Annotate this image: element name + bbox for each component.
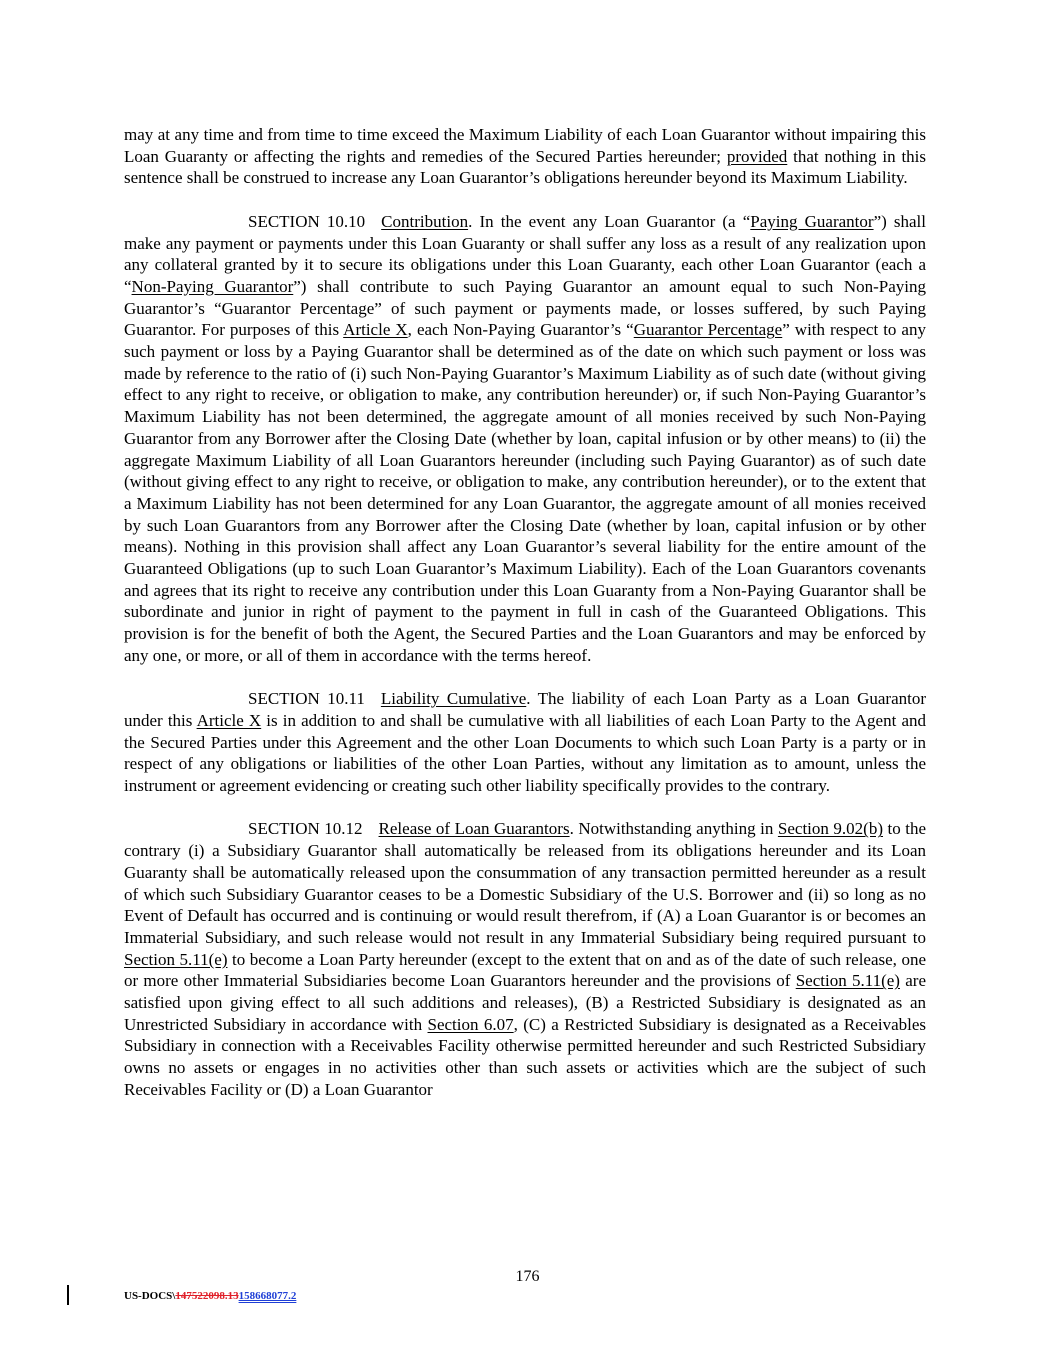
page-number: 176 <box>515 1268 540 1285</box>
text-run: . The liability of each Loan Party as a Loan Guarantor under this <box>124 689 926 730</box>
document-body <box>124 124 926 1101</box>
section-number: SECTION 10.10 <box>248 211 366 231</box>
text-run: . Notwithstanding anything in <box>569 819 778 839</box>
doc-id-inserted: 158668077.2 <box>238 1290 297 1302</box>
text-run: is in addition to and shall be cumulative with all liabilities of each Loan Party to the Agent and the Secured Parties under this Agreement and the other Loan Documents to which such Loan Party is a party or in respect of any obligations or liabilities of the other Loan Parties, without any limitation as to amount, unless the instrument or agreement evidencing or creating such other liability specifically provides to the contrary. <box>124 710 926 796</box>
section-10-12-paragraph <box>124 818 926 1100</box>
text-run: ”) shall make any payment or payments under this Loan Guaranty or shall suffer any loss as a result of any realization upon any collateral granted by it to secure its obligations under this Loan Guaranty, each other Loan Guarantor (each a “ <box>124 211 927 296</box>
article-x-reference: Article X <box>343 320 408 340</box>
text-run: to become a Loan Party hereunder (except to the extent that on and as of the date of such release, one or more other Immaterial Subsidiaries become Loan Guarantors hereunder and the provisions of <box>124 949 926 991</box>
doc-id-deleted: 147522098.13 <box>175 1290 239 1302</box>
continuation-paragraph <box>124 124 926 189</box>
text-run: may at any time and from time to time exceed the Maximum Liability of each Loan Guarantor without impairing this Loan Guaranty or affecting the rights and remedies of the Secured Parties hereunder; <box>124 125 926 166</box>
section-number: SECTION 10.12 <box>248 819 363 839</box>
revision-change-bar <box>67 1285 69 1305</box>
document-id <box>124 1290 296 1302</box>
section-9-02b-reference: Section 9.02(b) <box>777 819 883 839</box>
section-6-07-reference: Section 6.07 <box>427 1014 514 1034</box>
section-title: Release of Loan Guarantors <box>378 819 570 839</box>
defined-term-provided: provided <box>726 146 788 166</box>
defined-term-non-paying-guarantor: Non-Paying Guarantor <box>131 276 294 296</box>
text-run: . In the event any Loan Guarantor (a “ <box>468 211 751 231</box>
text-run: that nothing in this sentence shall be construed to increase any Loan Guarantor’s obligations hereunder beyond its Maximum Liability. <box>124 146 927 188</box>
section-10-11-paragraph <box>124 688 926 797</box>
doc-id-prefix: US-DOCS\ <box>124 1290 176 1302</box>
section-5-11e-reference: Section 5.11(e) <box>124 949 228 969</box>
section-title: Liability Cumulative <box>380 689 527 709</box>
text-run: ” with respect to any such payment or loss by a Paying Guarantor shall be determined as of the date on which such payment or loss was made by reference to the ratio of (i) such Non-Paying Guarantor’s Maximum Liability as of such date (without giving effect to any right to receive, or obligation to make, any contribution hereunder) or, if such Non-Paying Guarantor’s Maximum Liability has not been determined, the aggregate amount of all monies received by such Non-Paying Guarantor from any Borrower after the Closing Date (whether by loan, capital infusion or by other means) to (ii) the aggregate Maximum Liability of all Loan Guarantors hereunder (including such Paying Guarantor) as of such date (without giving effect to any right to receive, or obligation to make, any contribution hereunder), or to the extent that a Maximum Liability has not been determined for any Loan Guarantor, the aggregate amount of all monies received by such Loan Guarantors from any Borrower after the Closing Date (whether by loan, capital infusion or by other means). Nothing in this provision shall affect any Loan Guarantor’s several liability for the entire amount of the Guaranteed Obligations (up to such Loan Guarantor’s Maximum Liability). Each of the Loan Guarantors covenants and agrees that its right to receive any contribution under this Loan Guaranty from a Non-Paying Guarantor shall be subordinate and junior in right of payment to the payment in full in cash of the Guaranteed Obligations. This provision is for the benefit of both the Agent, the Secured Parties and the Loan Guarantors and may be enforced by any one, or more, or all of them in accordance with the terms hereof. <box>124 320 926 665</box>
defined-term-guarantor-percentage: Guarantor Percentage <box>633 320 783 340</box>
text-run: , each Non-Paying Guarantor’s “ <box>407 320 634 340</box>
text-run: to the contrary (i) a Subsidiary Guarantor shall automatically be released from its obligations hereunder and its Loan Guaranty shall be automatically released upon the consummation of any transaction permitted hereunder as a result of which such Subsidiary Guarantor ceases to be a Domestic Subsidiary of the U.S. Borrower and (ii) so long as no Event of Default has occurred and is continuing or would result therefrom, if (A) a Loan Guarantor is or becomes an Immaterial Subsidiary, and such release would not result in any Immaterial Subsidiary being required pursuant to <box>124 819 926 947</box>
article-x-reference: Article X <box>196 710 262 730</box>
section-number: SECTION 10.11 <box>248 689 365 709</box>
section-5-11e-reference: Section 5.11(e) <box>795 971 900 991</box>
section-title: Contribution <box>381 211 469 231</box>
defined-term-paying-guarantor: Paying Guarantor <box>750 211 874 231</box>
text-run: are satisfied upon giving effect to all such additions and releases), (B) a Restricted Subsidiary is designated as an Unrestricted Subsidiary in accordance with <box>124 971 926 1034</box>
text-run: ”) shall contribute to such Paying Guarantor an amount equal to such Non-Paying Guarantor’s “Guarantor Percentage” of such payment or payments made, or losses suffered, by such Paying Guarantor. For purposes of this <box>124 276 927 340</box>
section-10-10-paragraph <box>124 211 926 667</box>
text-run: , (C) a Restricted Subsidiary is designated as a Receivables Subsidiary in connection with a Receivables Facility otherwise permitted hereunder and such Restricted Subsidiary owns no assets or engages in no activities other than such assets or activities which are the subject of such Receivables Facility or (D) a Loan Guarantor <box>124 1014 926 1099</box>
